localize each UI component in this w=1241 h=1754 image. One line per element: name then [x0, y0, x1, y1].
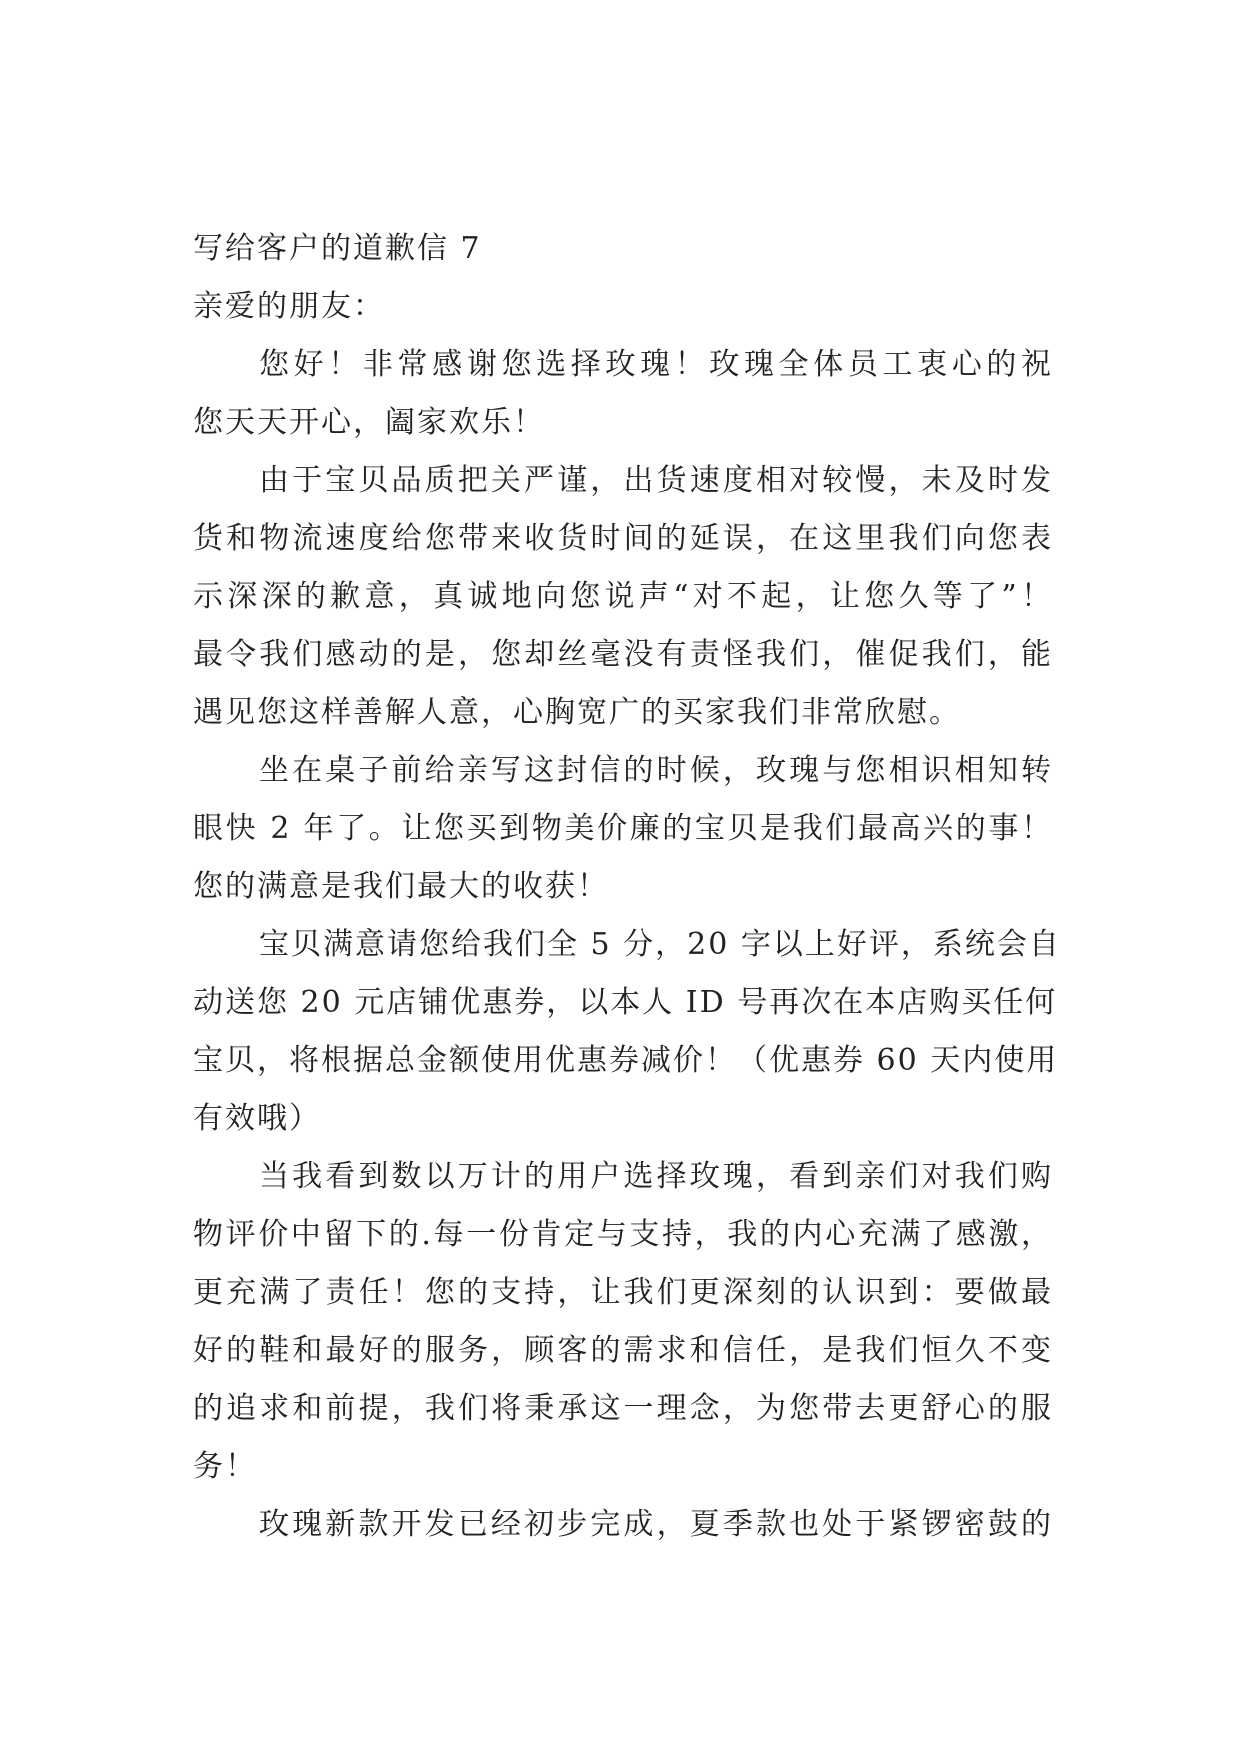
- text-line: 您天天开心，阖家欢乐！: [193, 405, 545, 440]
- text-line: 玫瑰新款开发已经初步完成，夏季款也处于紧锣密鼓的: [259, 1507, 1053, 1542]
- text-line: 示深深的歉意，真诚地向您说声“对不起，让您久等了”！: [193, 579, 1053, 614]
- text-line: 动送您 20 元店铺优惠券，以本人 ID 号再次在本店购买任何: [193, 985, 1058, 1020]
- text-line: 宝贝，将根据总金额使用优惠券减价！（优惠券 60 天内使用: [193, 1043, 1059, 1078]
- text-line: 您好！非常感谢您选择玫瑰！玫瑰全体员工衷心的祝: [259, 347, 1053, 382]
- text-line: 坐在桌子前给亲写这封信的时候，玫瑰与您相识相知转: [259, 753, 1053, 788]
- text-line: 眼快 2 年了。让您买到物美价廉的宝贝是我们最高兴的事！: [193, 811, 1053, 846]
- text-line: 由于宝贝品质把关严谨，出货速度相对较慢，未及时发: [259, 463, 1053, 498]
- text-line: 好的鞋和最好的服务，顾客的需求和信任，是我们恒久不变: [193, 1333, 1053, 1368]
- letter-title: 写给客户的道歉信 7: [193, 231, 482, 266]
- letter-body: [193, 220, 1061, 1554]
- text-line: 物评价中留下的.每一份肯定与支持，我的内心充满了感激，: [193, 1217, 1053, 1252]
- text-line: 遇见您这样善解人意，心胸宽广的买家我们非常欣慰。: [193, 695, 961, 730]
- text-line: 货和物流速度给您带来收货时间的延误，在这里我们向您表: [193, 521, 1053, 556]
- text-line: 您的满意是我们最大的收获！: [193, 869, 609, 904]
- text-line: 的追求和前提，我们将秉承这一理念，为您带去更舒心的服: [193, 1391, 1053, 1426]
- text-line: 最令我们感动的是，您却丝毫没有责怪我们，催促我们，能: [193, 637, 1053, 672]
- text-line: 务！: [193, 1449, 257, 1484]
- text-line: 更充满了责任！您的支持，让我们更深刻的认识到：要做最: [193, 1275, 1053, 1310]
- text-line: 有效哦）: [193, 1101, 321, 1136]
- text-line: 当我看到数以万计的用户选择玫瑰，看到亲们对我们购: [259, 1159, 1053, 1194]
- salutation: 亲爱的朋友：: [193, 289, 385, 324]
- text-line: 宝贝满意请您给我们全 5 分，20 字以上好评，系统会自: [259, 927, 1061, 962]
